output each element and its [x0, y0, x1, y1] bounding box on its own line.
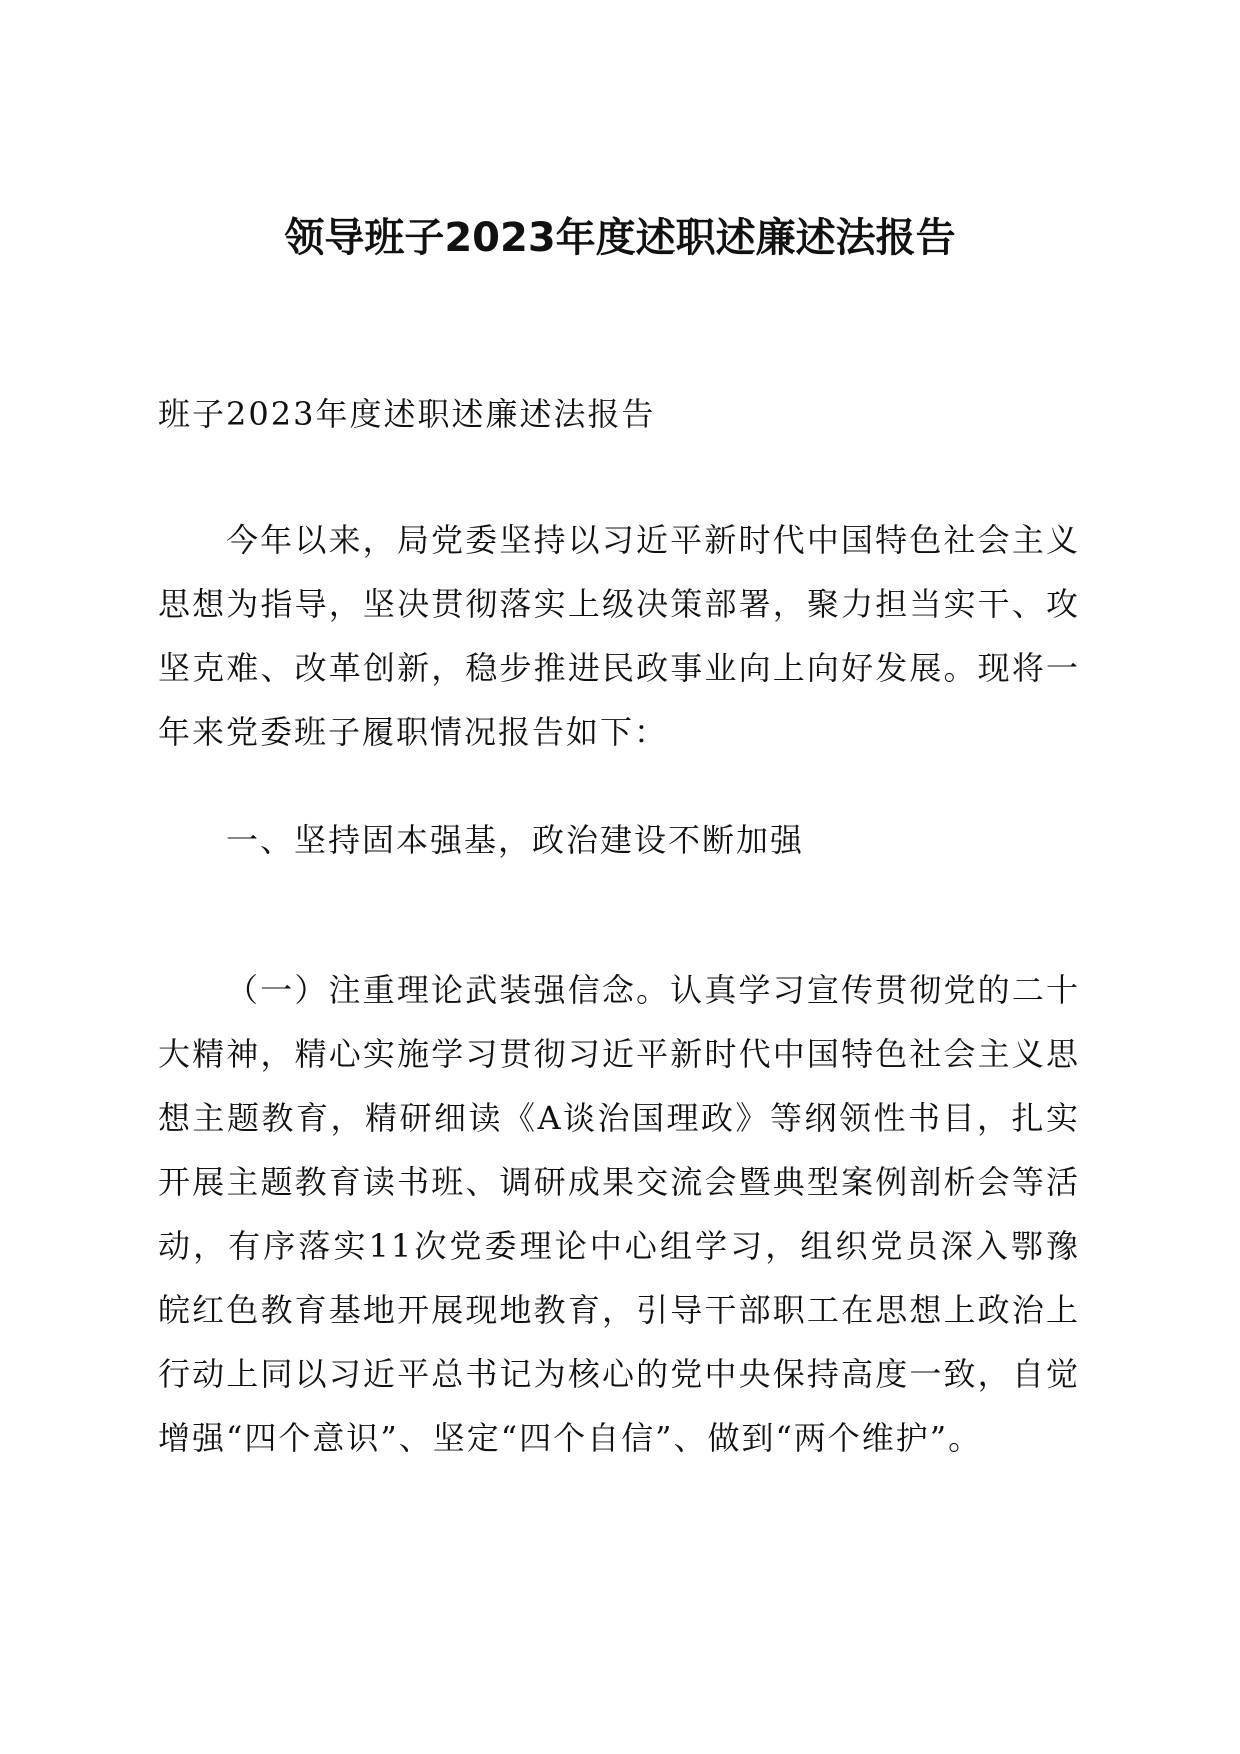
document-title: 领导班子2023年度述职述廉述法报告 [284, 215, 956, 261]
intro-paragraph: 今年以来，局党委坚持以习近平新时代中国特色社会主义思想为指导，坚决贯彻落实上级决策部署，聚力担当实干、攻坚克难、改革创新，稳步推进民政事业向上向好发展。现将一年来党委班子履职情况报告如下： [158, 521, 1080, 751]
document-subtitle: 班子2023年度述职述廉述法报告 [158, 395, 656, 433]
section-heading: 一、坚持固本强基，政治建设不断加强 [226, 821, 805, 859]
body-paragraph: （一）注重理论武装强信念。认真学习宣传贯彻党的二十大精神，精心实施学习贯彻习近平新时代中国特色社会主义思想主题教育，精研细读《A谈治国理政》等纲领性书目，扎实开展主题教育读书班、调研成果交流会暨典型案例剖析会等活动，有序落实11次党委理论中心组学习，组织党员深入鄂豫皖红色教育基地开展现地教育，引导干部职工在思想上政治上行动上同以习近平总书记为核心的党中央保持高度一致，自觉增强“四个意识”、坚定“四个自信”、做到“两个维护”。 [158, 971, 1080, 1457]
